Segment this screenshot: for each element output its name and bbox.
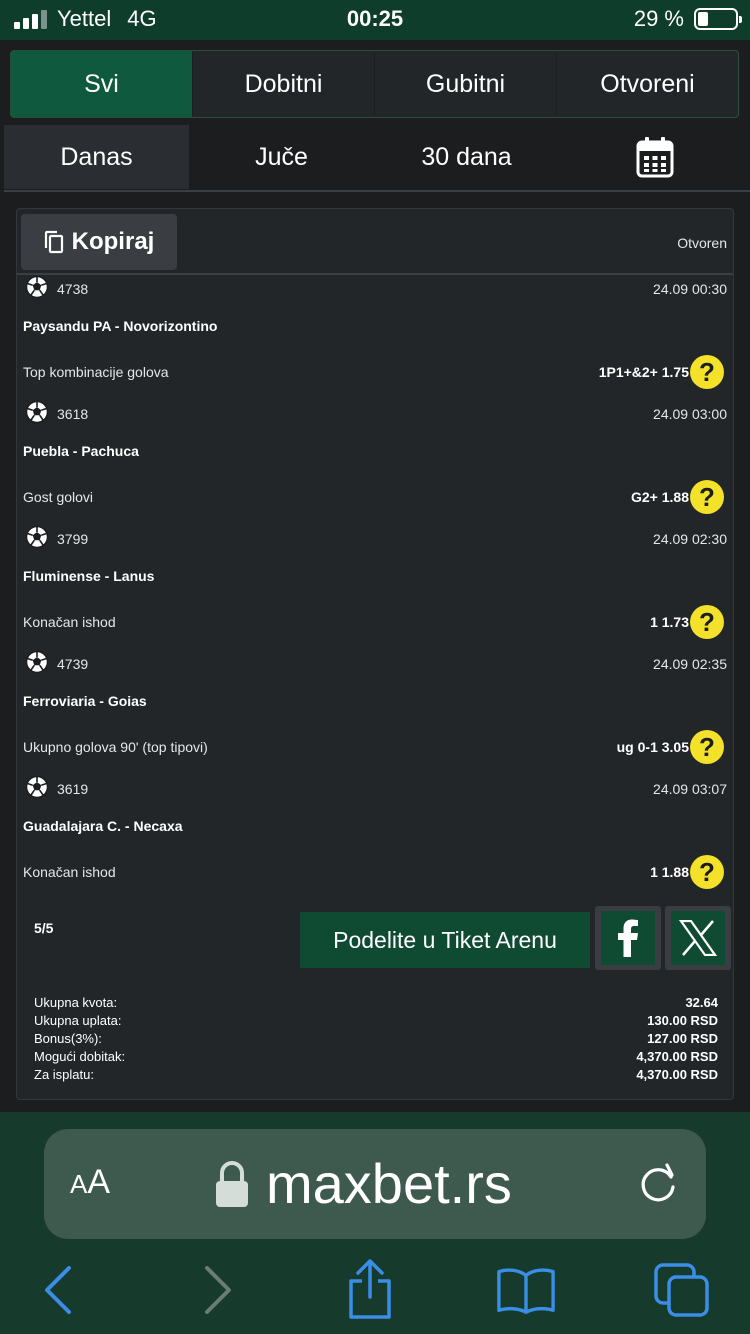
- summary-row: [34, 1012, 718, 1030]
- battery-icon: [694, 8, 738, 30]
- bet-pick-odds: G2+ 1.88: [631, 489, 689, 505]
- summary-label: Ukupna uplata:: [34, 1013, 122, 1028]
- x-logo-icon: [679, 920, 717, 956]
- facebook-share-button[interactable]: [595, 906, 661, 970]
- summary-value: 32.64: [685, 995, 718, 1010]
- ticket-match-row: [17, 775, 733, 900]
- facebook-icon: [617, 919, 639, 957]
- summary-value: 4,370.00 RSD: [636, 1067, 718, 1082]
- help-icon[interactable]: ?: [690, 605, 724, 639]
- share-tiket-arena-button[interactable]: Podelite u Tiket Arenu: [300, 912, 590, 968]
- summary-row: [34, 994, 718, 1012]
- period-selector: [4, 125, 750, 189]
- share-button[interactable]: [340, 1260, 400, 1320]
- tabs-icon: [653, 1262, 711, 1318]
- summary-value: 4,370.00 RSD: [636, 1049, 718, 1064]
- match-code: 3799: [57, 531, 89, 547]
- match-code: 3618: [57, 406, 89, 422]
- period-30-dana[interactable]: 30 dana: [421, 142, 512, 171]
- football-icon: [25, 400, 49, 429]
- match-date: 24.09 03:07: [653, 781, 727, 797]
- bet-pick-odds: ug 0-1 3.05: [616, 739, 689, 755]
- bet-market: Konačan ishod: [23, 614, 116, 630]
- clock: 00:25: [346, 6, 404, 31]
- help-icon[interactable]: ?: [690, 480, 724, 514]
- match-teams: Puebla - Pachuca: [23, 443, 139, 459]
- browser-chrome: [0, 1112, 750, 1334]
- back-button[interactable]: [28, 1260, 88, 1320]
- tabs-button[interactable]: [652, 1260, 712, 1320]
- match-code: 4739: [57, 656, 89, 672]
- help-icon[interactable]: ?: [690, 355, 724, 389]
- calendar-icon: [636, 136, 674, 178]
- period-juce[interactable]: Juče: [255, 142, 308, 171]
- bookmarks-button[interactable]: [496, 1260, 556, 1320]
- summary-label: Mogući dobitak:: [34, 1049, 126, 1064]
- match-date: 24.09 02:35: [653, 656, 727, 672]
- text-size-small-a: A: [70, 1169, 88, 1199]
- summary-label: Bonus(3%):: [34, 1031, 102, 1046]
- match-teams: Paysandu PA - Novorizontino: [23, 318, 218, 334]
- summary-value: 130.00 RSD: [647, 1013, 718, 1028]
- copy-label: Kopiraj: [71, 228, 155, 255]
- url-text: maxbet.rs: [266, 1152, 512, 1215]
- bet-pick-odds: 1 1.73: [650, 614, 689, 630]
- match-teams: Ferroviaria - Goias: [23, 693, 147, 709]
- bet-market: Top kombinacije golova: [23, 364, 169, 380]
- football-icon: [25, 650, 49, 679]
- chevron-left-icon: [43, 1266, 73, 1314]
- carrier-name: Yettel: [57, 6, 112, 31]
- address-bar[interactable]: [44, 1129, 706, 1239]
- copy-icon: [44, 230, 64, 254]
- ticket-match-row: [17, 650, 733, 775]
- ticket-match-row: [17, 275, 733, 400]
- match-code: 4738: [57, 281, 89, 297]
- match-date: 24.09 02:30: [653, 531, 727, 547]
- status-bar: [0, 0, 750, 40]
- bet-market: Gost golovi: [23, 489, 94, 505]
- summary-label: Ukupna kvota:: [34, 995, 118, 1010]
- text-size-button[interactable]: [70, 1163, 110, 1202]
- network-type: 4G: [127, 6, 157, 31]
- summary-row: [34, 1048, 718, 1066]
- help-icon[interactable]: ?: [690, 730, 724, 764]
- match-date: 24.09 00:30: [653, 281, 727, 297]
- ticket-match-row: [17, 525, 733, 650]
- x-share-button[interactable]: [665, 906, 731, 970]
- summary-value: 127.00 RSD: [647, 1031, 718, 1046]
- ticket-status: Otvoren: [677, 235, 727, 251]
- book-icon: [496, 1265, 556, 1315]
- tab-otvoreni[interactable]: Otvoreni: [556, 51, 738, 117]
- match-count: 5/5: [34, 920, 54, 936]
- share-icon: [345, 1259, 395, 1321]
- ticket-summary: [34, 994, 718, 1084]
- bet-pick-odds: 1P1+&2+ 1.75: [598, 364, 689, 380]
- bet-pick-odds: 1 1.88: [650, 864, 689, 880]
- chevron-right-icon: [203, 1266, 233, 1314]
- period-danas[interactable]: Danas: [4, 125, 189, 189]
- match-teams: Guadalajara C. - Necaxa: [23, 818, 183, 834]
- calendar-button[interactable]: [559, 125, 750, 189]
- ticket-card: [16, 208, 734, 1100]
- summary-row: [34, 1030, 718, 1048]
- copy-button[interactable]: [21, 214, 177, 270]
- text-size-big-a: A: [87, 1163, 111, 1201]
- battery-percent: 29 %: [633, 6, 684, 31]
- lock-icon: [214, 1159, 250, 1209]
- match-code: 3619: [57, 781, 89, 797]
- match-teams: Fluminense - Lanus: [23, 568, 155, 584]
- help-icon[interactable]: ?: [690, 855, 724, 889]
- bet-market: Konačan ishod: [23, 864, 116, 880]
- summary-row: [34, 1066, 718, 1084]
- bet-market: Ukupno golova 90' (top tipovi): [23, 739, 208, 755]
- tab-gubitni[interactable]: Gubitni: [374, 51, 556, 117]
- divider: [4, 190, 750, 192]
- browser-toolbar: [0, 1252, 750, 1322]
- forward-button[interactable]: [188, 1260, 248, 1320]
- football-icon: [25, 525, 49, 554]
- football-icon: [25, 275, 49, 304]
- football-icon: [25, 775, 49, 804]
- tab-dobitni[interactable]: Dobitni: [192, 51, 374, 117]
- ticket-match-row: [17, 400, 733, 525]
- summary-label: Za isplatu:: [34, 1067, 94, 1082]
- result-filter-tabs: [10, 50, 739, 118]
- tab-svi[interactable]: Svi: [11, 51, 192, 117]
- reload-icon[interactable]: [638, 1161, 680, 1205]
- match-date: 24.09 03:00: [653, 406, 727, 422]
